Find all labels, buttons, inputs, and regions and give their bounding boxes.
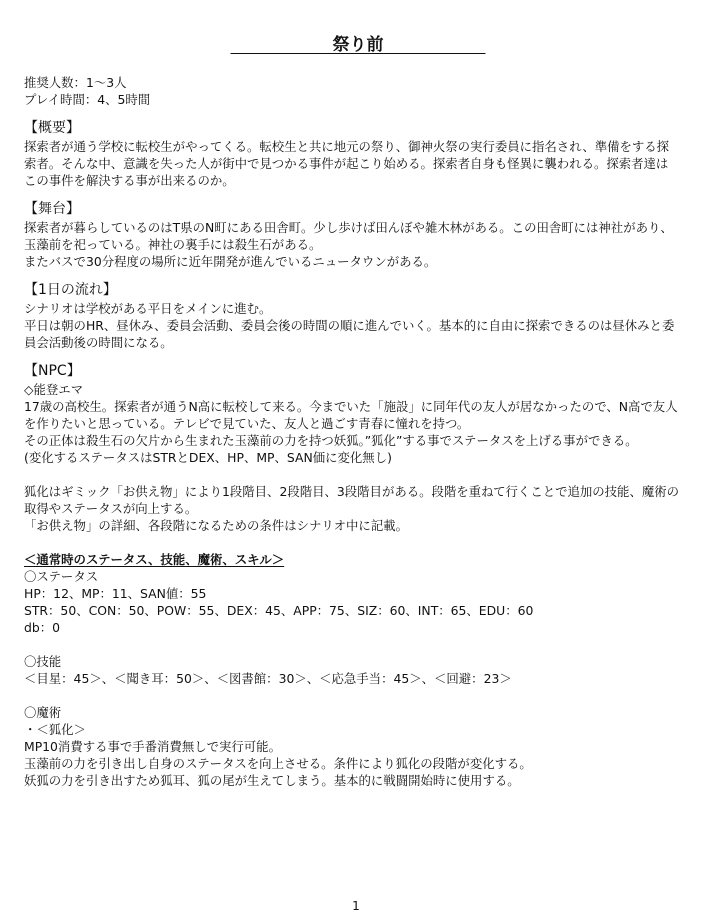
status-line: db：0: [24, 620, 61, 635]
skills-line: ＜目星：45＞、＜聞き耳：50＞、＜図書館：30＞、＜応急手当：45＞、＜回避：23＞: [24, 671, 512, 686]
skills-label: 〇技能: [24, 654, 62, 669]
magic-line: ・＜狐化＞: [24, 722, 86, 737]
stage-line: 玉藻前を祀っている。神社の裏手には殺生石がある。: [24, 237, 322, 252]
magic-line: 玉藻前の力を引き出し自身のステータスを向上させる。条件により狐化の段階が変化する。: [24, 756, 532, 771]
flow-line: 平日は朝のHR、昼休み、委員会活動、委員会後の時間の順に進んでいく。基本的に自由に探索できるのは昼休みと委: [24, 318, 675, 333]
npc-line: 取得やステータスが向上する。: [24, 501, 198, 516]
npc-line: 17歳の高校生。探索者が通うN高に転校して来る。今までいた「施設」に同年代の友人が居なかったので、N高で友人: [24, 399, 678, 414]
overview-heading: 【概要】: [24, 120, 80, 136]
npc-line: 狐化はギミック「お供え物」により1段階目、2段階目、3段階目がある。段階を重ねて行くことで追加の技能、魔術の: [24, 484, 680, 499]
play-time: プレイ時間：4、5時間: [24, 92, 151, 107]
npc-line: を作りたいと思っている。テレビで見ていた、友人と過ごす青春に憧れを持つ。: [24, 416, 470, 431]
npc-line: 「お供え物」の詳細、各段階になるための条件はシナリオ中に記載。: [24, 518, 408, 533]
magic-line: MP10消費する事で手番消費無しで実行可能。: [24, 739, 281, 754]
document-title: 祭り前: [230, 35, 486, 55]
stage-line: またバスで30分程度の場所に近年開発が進んでいるニュータウンがある。: [24, 254, 437, 269]
magic-label: 〇魔術: [24, 705, 62, 720]
overview-line: この事件を解決する事が出来るのか。: [24, 173, 235, 188]
page-number: 1: [352, 899, 360, 913]
overview-line: 探索者が通う学校に転校生がやってくる。転校生と共に地元の祭り、御神火祭の実行委員に指名され、準備をする探: [24, 139, 670, 154]
npc-name: ◇能登エマ: [24, 382, 84, 397]
npc-line: (変化するステータスはSTRとDEX、HP、MP、SAN価に変化無し): [24, 450, 392, 465]
npc-heading: 【NPC】: [24, 363, 81, 379]
flow-line: 員会活動後の時間になる。: [24, 335, 173, 350]
normal-status-heading: ＜通常時のステータス、技能、魔術、スキル＞: [24, 552, 285, 567]
flow-line: シナリオは学校がある平日をメインに進む。: [24, 301, 272, 316]
status-line: STR：50、CON：50、POW：55、DEX：45、APP：75、SIZ：60、INT：65、EDU：60: [24, 603, 534, 618]
magic-line: 妖狐の力を引き出すため狐耳、狐の尾が生えてしまう。基本的に戦闘開始時に使用する。: [24, 773, 520, 788]
status-label: 〇ステータス: [24, 569, 99, 584]
flow-heading: 【1日の流れ】: [24, 282, 117, 298]
stage-line: 探索者が暮らしているのはT県のN町にある田舎町。少し歩けば田んぼや雑木林がある。この田舎町には神社があり、: [24, 220, 673, 235]
recommended-players: 推奨人数：1～3人: [24, 75, 127, 90]
stage-heading: 【舞台】: [24, 201, 80, 217]
overview-line: 索者。そんな中、意識を失った人が街中で見つかる事件が起こり始める。探索者自身も怪異に襲われる。探索者達は: [24, 156, 669, 171]
document-body: [24, 74, 692, 789]
npc-line: その正体は殺生石の欠片から生まれた玉藻前の力を持つ妖狐。”狐化”する事でステータスを上げる事ができる。: [24, 433, 638, 448]
status-line: HP：12、MP：11、SAN値：55: [24, 586, 207, 601]
